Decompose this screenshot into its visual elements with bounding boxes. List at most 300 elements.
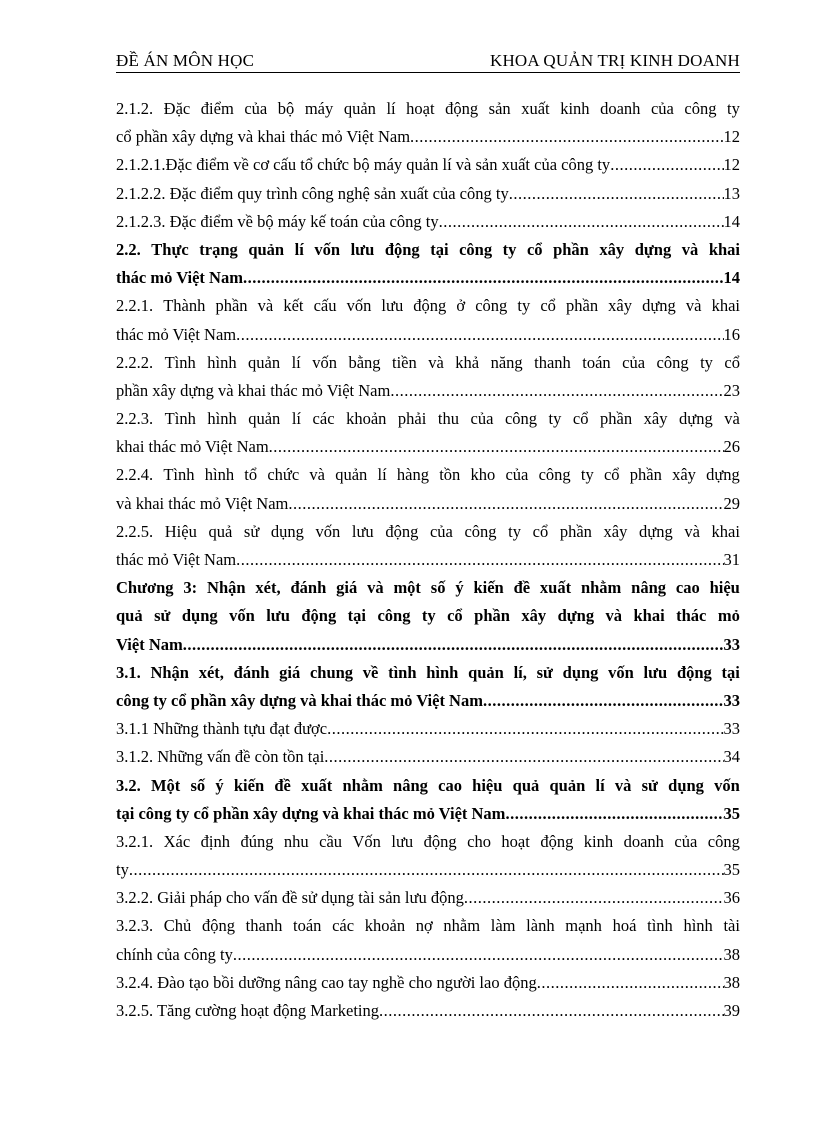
toc-word: nhằm bbox=[443, 916, 481, 936]
toc-entry-last-line bbox=[116, 490, 740, 518]
toc-word: Nhận bbox=[150, 662, 189, 682]
toc-word: động bbox=[301, 606, 337, 626]
toc-entry-text-line bbox=[116, 349, 740, 377]
toc-word: lí bbox=[386, 99, 396, 118]
toc-word: hình bbox=[426, 662, 459, 682]
toc-word: kinh bbox=[583, 831, 614, 851]
toc-entry bbox=[116, 518, 740, 574]
toc-entry-title: thác mỏ Việt Nam bbox=[116, 550, 237, 569]
toc-word: của bbox=[470, 409, 494, 429]
toc-word: và bbox=[614, 775, 632, 795]
toc-entry-title: ty bbox=[116, 860, 129, 880]
toc-word: và bbox=[684, 521, 700, 541]
toc-word: công bbox=[464, 521, 497, 541]
toc-page-number: 12 bbox=[723, 127, 740, 147]
toc-word: phần bbox=[215, 296, 248, 316]
toc-page-number: 12 bbox=[723, 155, 740, 175]
toc-word: lưu bbox=[391, 831, 414, 851]
toc-word: vốn bbox=[229, 606, 255, 626]
toc-word: Tình bbox=[164, 352, 196, 372]
toc-page-number: 14 bbox=[723, 211, 740, 231]
toc-entry-text-line bbox=[116, 95, 740, 123]
toc-entry bbox=[116, 180, 740, 208]
toc-entry-last-line bbox=[116, 433, 740, 461]
toc-word: năng bbox=[490, 352, 523, 372]
toc-word: giá bbox=[279, 662, 301, 682]
toc-word: 2.2.1. bbox=[116, 296, 154, 316]
toc-dot-leader bbox=[390, 377, 723, 405]
toc-entry-last-line bbox=[116, 687, 740, 715]
toc-word: làm bbox=[490, 916, 516, 936]
toc-entry-last-line bbox=[116, 969, 740, 997]
toc-word: của bbox=[429, 521, 453, 541]
toc-word: thu bbox=[437, 409, 459, 429]
toc-word: 2.2.3. bbox=[116, 409, 154, 429]
toc-word: hoá bbox=[612, 916, 637, 936]
toc-entry-text-line bbox=[116, 236, 740, 264]
toc-dot-leader bbox=[327, 715, 723, 743]
toc-word: 3.2.3. bbox=[116, 916, 154, 936]
toc-word: một bbox=[393, 578, 421, 598]
toc-dot-leader bbox=[483, 687, 724, 715]
toc-word: quản bbox=[248, 239, 285, 259]
toc-entry bbox=[116, 659, 740, 715]
toc-entry-title: 2.1.2.1.Đặc điểm về cơ cấu tổ chức bộ máy quản lí và sản xuất của công ty bbox=[116, 155, 611, 175]
toc-entry-last-line bbox=[116, 997, 740, 1025]
toc-word: và bbox=[724, 409, 740, 429]
toc-word: khai bbox=[708, 239, 740, 259]
toc-entry-title: 3.2.4. Đào tạo bồi dưỡng nâng cao tay nghề cho người lao động bbox=[116, 972, 537, 992]
toc-word: định bbox=[200, 831, 230, 851]
toc-word: động bbox=[445, 99, 479, 118]
toc-word: phần bbox=[553, 239, 589, 259]
toc-entry-last-line bbox=[116, 884, 740, 912]
toc-word: mạnh bbox=[565, 916, 602, 936]
toc-page-number: 33 bbox=[723, 634, 740, 654]
toc-entry bbox=[116, 743, 740, 771]
toc-word: kiến bbox=[473, 578, 504, 598]
toc-word: Tình bbox=[164, 409, 196, 429]
toc-dot-leader bbox=[236, 321, 723, 349]
toc-word: dụng bbox=[668, 775, 704, 795]
toc-word: cổ bbox=[447, 606, 463, 626]
toc-entry-last-line bbox=[116, 800, 740, 828]
toc-word: 3.2.1. bbox=[116, 831, 154, 851]
toc-word: công bbox=[377, 606, 411, 626]
toc-page-number: 36 bbox=[723, 888, 740, 908]
toc-word: vốn bbox=[608, 662, 634, 682]
toc-word: thác bbox=[676, 606, 707, 626]
toc-word: kinh bbox=[560, 99, 590, 118]
toc-entry bbox=[116, 208, 740, 236]
toc-word: khai bbox=[633, 606, 665, 626]
toc-word: đề bbox=[274, 775, 291, 795]
toc-word: cổ bbox=[540, 296, 556, 316]
toc-word: nâng bbox=[631, 578, 667, 598]
toc-word: và bbox=[681, 239, 699, 259]
toc-word: động bbox=[423, 831, 457, 851]
toc-word: thanh bbox=[534, 352, 571, 372]
toc-word: Chủ bbox=[163, 916, 192, 936]
toc-word: 2.2. bbox=[116, 239, 141, 259]
toc-word: 3: bbox=[183, 578, 198, 598]
toc-word: thanh bbox=[245, 916, 283, 936]
toc-entry bbox=[116, 772, 740, 828]
toc-word: lưu bbox=[643, 662, 668, 682]
toc-dot-leader bbox=[269, 433, 724, 461]
toc-word: quản bbox=[343, 99, 376, 118]
toc-word: ty bbox=[421, 606, 436, 626]
toc-entry-last-line bbox=[116, 180, 740, 208]
toc-entry-title: 3.2.2. Giải pháp cho vấn đề sử dụng tài sản lưu động bbox=[116, 888, 464, 908]
toc-word: phần bbox=[474, 606, 510, 626]
toc-word: và bbox=[257, 296, 274, 316]
toc-word: 2.2.2. bbox=[116, 352, 154, 372]
toc-entry-last-line bbox=[116, 208, 740, 236]
toc-dot-leader bbox=[410, 123, 723, 151]
toc-entry-text-line bbox=[116, 405, 740, 433]
toc-word: sản bbox=[488, 99, 511, 118]
toc-entry-last-line bbox=[116, 715, 740, 743]
toc-word: công bbox=[504, 409, 538, 429]
toc-word: tổ bbox=[244, 465, 258, 485]
toc-word: doanh bbox=[623, 831, 664, 851]
toc-page-number: 33 bbox=[723, 719, 740, 739]
toc-word: đánh bbox=[233, 662, 270, 682]
toc-entry-last-line bbox=[116, 743, 740, 771]
toc-entry-text-line bbox=[116, 912, 740, 940]
toc-page-number: 14 bbox=[723, 268, 740, 288]
toc-word: vốn bbox=[315, 521, 341, 541]
toc-word: phần bbox=[600, 409, 633, 429]
toc-word: phần bbox=[566, 296, 599, 316]
toc-entry-text-line bbox=[116, 518, 740, 546]
toc-word: công bbox=[538, 465, 571, 485]
toc-page-number: 23 bbox=[723, 380, 740, 400]
toc-word: khả bbox=[455, 352, 480, 372]
toc-page-number: 31 bbox=[723, 550, 740, 569]
toc-entry-last-line bbox=[116, 631, 740, 659]
toc-page-number: 29 bbox=[723, 493, 740, 513]
toc-word: các bbox=[312, 409, 335, 429]
toc-page-number: 38 bbox=[723, 972, 740, 992]
toc-word: nợ bbox=[415, 916, 433, 936]
toc-word: hiệu bbox=[472, 775, 503, 795]
toc-entry-text-line bbox=[116, 828, 740, 856]
toc-word: tại bbox=[347, 606, 366, 626]
toc-entry-title: 2.1.2.2. Đặc điểm quy trình công nghệ sản xuất của công ty bbox=[116, 183, 509, 203]
toc-word: hoạt bbox=[406, 99, 435, 118]
toc-dot-leader bbox=[610, 151, 723, 179]
toc-word: lí bbox=[294, 239, 304, 259]
toc-word: điểm bbox=[200, 99, 234, 118]
toc-word: xây bbox=[603, 521, 628, 541]
toc-word: cấu bbox=[313, 296, 337, 316]
toc-word: máy bbox=[304, 99, 334, 118]
toc-word: khai bbox=[711, 296, 740, 316]
toc-word: ty bbox=[548, 409, 562, 429]
toc-entry-title: thác mỏ Việt Nam bbox=[116, 324, 237, 344]
toc-word: ty bbox=[700, 352, 713, 372]
toc-word: cổ bbox=[603, 465, 620, 485]
toc-dot-leader bbox=[537, 969, 724, 997]
toc-entry-title: chính của công ty bbox=[116, 944, 233, 964]
toc-word: phần bbox=[629, 465, 662, 485]
toc-entry-title: 2.1.2.3. Đặc điểm về bộ máy kế toán của công ty bbox=[116, 211, 439, 231]
toc-entry-title: công ty cổ phần xây dựng và khai thác mỏ Việt Nam bbox=[116, 690, 483, 710]
toc-word: lành bbox=[526, 916, 555, 936]
toc-dot-leader bbox=[509, 180, 724, 208]
toc-entry bbox=[116, 349, 740, 405]
toc-entry bbox=[116, 715, 740, 743]
toc-word: lí bbox=[595, 775, 605, 795]
toc-word: động bbox=[676, 662, 712, 682]
toc-word: của bbox=[650, 99, 674, 118]
toc-page-number: 38 bbox=[723, 944, 740, 964]
toc-word: hình bbox=[207, 352, 237, 372]
toc-word: quản bbox=[468, 662, 504, 682]
toc-word: và bbox=[685, 296, 702, 316]
toc-word: sử bbox=[243, 521, 260, 541]
toc-word: tình bbox=[647, 916, 673, 936]
toc-word: cổ bbox=[532, 521, 549, 541]
toc-entry bbox=[116, 405, 740, 461]
toc-entry-text-line bbox=[116, 602, 740, 630]
toc-word: quả bbox=[512, 775, 540, 795]
toc-word: nâng bbox=[393, 775, 428, 795]
header-right-title: KHOA QUẢN TRỊ KINH DOANH bbox=[489, 51, 740, 70]
toc-word: kết bbox=[283, 296, 304, 316]
toc-word: động bbox=[385, 521, 419, 541]
toc-word: động bbox=[413, 296, 447, 316]
toc-word: lí bbox=[377, 465, 387, 485]
toc-dot-leader bbox=[439, 208, 724, 236]
toc-word: công bbox=[656, 352, 689, 372]
toc-word: các bbox=[332, 916, 355, 936]
toc-word: tài bbox=[723, 916, 740, 936]
toc-word: ty bbox=[502, 239, 517, 259]
toc-word: phần bbox=[559, 521, 592, 541]
toc-word: ở bbox=[456, 296, 466, 316]
toc-word: vốn bbox=[314, 239, 341, 259]
toc-word: Một bbox=[150, 775, 181, 795]
toc-entry bbox=[116, 292, 740, 348]
toc-word: Thực bbox=[151, 239, 189, 259]
toc-dot-leader bbox=[129, 856, 724, 884]
toc-word: xây bbox=[599, 239, 625, 259]
toc-word: khoản bbox=[364, 916, 406, 936]
toc-dot-leader bbox=[288, 490, 723, 518]
toc-word: Tình bbox=[163, 465, 195, 485]
toc-word: của bbox=[674, 831, 698, 851]
toc-word: doanh bbox=[600, 99, 641, 118]
toc-word: công bbox=[475, 296, 508, 316]
toc-word: Chương bbox=[116, 578, 174, 598]
toc-word: xét, bbox=[198, 662, 224, 682]
toc-dot-leader bbox=[183, 631, 724, 659]
toc-word: nhằm bbox=[342, 775, 383, 795]
toc-word: quả bbox=[208, 521, 233, 541]
toc-word: 2.2.4. bbox=[116, 465, 154, 485]
toc-entry-last-line bbox=[116, 151, 740, 179]
toc-dot-leader bbox=[324, 743, 723, 771]
toc-entry-text-line bbox=[116, 659, 740, 687]
toc-word: quản bbox=[335, 465, 368, 485]
toc-word: phải bbox=[397, 409, 427, 429]
toc-word: cao bbox=[438, 775, 462, 795]
toc-entry bbox=[116, 969, 740, 997]
toc-word: vốn bbox=[312, 352, 337, 372]
toc-word: tồn bbox=[439, 465, 461, 485]
toc-entry-title: phần xây dựng và khai thác mỏ Việt Nam bbox=[116, 380, 391, 400]
toc-word: dựng bbox=[639, 521, 673, 541]
toc-entry-text-line bbox=[116, 574, 740, 602]
toc-word: cổ bbox=[724, 352, 740, 372]
toc-entry-title: cổ phần xây dựng và khai thác mỏ Việt Nam bbox=[116, 127, 411, 147]
toc-word: xuất bbox=[301, 775, 333, 795]
toc-entry-title: 3.1.1 Những thành tựu đạt được bbox=[116, 719, 328, 739]
toc-word: lưu bbox=[350, 239, 375, 259]
toc-word: Hiệu bbox=[164, 521, 197, 541]
toc-word: Xác bbox=[163, 831, 191, 851]
toc-word: tại bbox=[721, 662, 740, 682]
toc-word: động bbox=[540, 831, 574, 851]
toc-word: lưu bbox=[351, 521, 374, 541]
toc-word: 3.1. bbox=[116, 662, 141, 682]
toc-entry bbox=[116, 884, 740, 912]
toc-word: số bbox=[190, 775, 206, 795]
toc-word: lí bbox=[291, 352, 301, 372]
toc-word: nhằm bbox=[580, 578, 622, 598]
toc-word: lưu bbox=[266, 606, 290, 626]
toc-entry-title: và khai thác mỏ Việt Nam bbox=[116, 493, 289, 513]
toc-word: cổ bbox=[572, 409, 589, 429]
toc-word: 3.2. bbox=[116, 775, 141, 795]
toc-word: xây bbox=[608, 296, 632, 316]
toc-word: lí, bbox=[513, 662, 527, 682]
toc-entry bbox=[116, 574, 740, 659]
toc-word: nhu bbox=[283, 831, 309, 851]
toc-word: mỏ bbox=[717, 606, 740, 626]
toc-page-number: 39 bbox=[723, 1001, 740, 1020]
toc-word: của bbox=[622, 352, 646, 372]
toc-word: hoạt bbox=[501, 831, 530, 851]
toc-word: xây bbox=[521, 606, 547, 626]
toc-entry-text-line bbox=[116, 292, 740, 320]
toc-word: dựng bbox=[642, 296, 676, 316]
toc-word: ý bbox=[215, 775, 224, 795]
toc-entry bbox=[116, 95, 740, 151]
toc-word: kho bbox=[470, 465, 496, 485]
toc-entry bbox=[116, 912, 740, 968]
toc-entry bbox=[116, 461, 740, 517]
toc-word: cầu bbox=[319, 831, 343, 851]
toc-word: hiệu bbox=[709, 578, 740, 598]
toc-word: ty bbox=[508, 521, 522, 541]
toc-word: giá bbox=[336, 578, 358, 598]
toc-word: 2.2.5. bbox=[116, 521, 154, 541]
toc-word: hình bbox=[207, 409, 237, 429]
toc-entry bbox=[116, 151, 740, 179]
toc-entry-title: thác mỏ Việt Nam bbox=[116, 268, 243, 288]
header-left-title: ĐỀ ÁN MÔN HỌC bbox=[116, 51, 255, 70]
toc-page-number: 35 bbox=[723, 803, 740, 823]
toc-word: công bbox=[684, 99, 717, 118]
toc-word: bộ bbox=[277, 99, 295, 118]
toc-page-number: 26 bbox=[723, 437, 740, 457]
toc-word: Đặc bbox=[163, 99, 191, 118]
toc-word: khoản bbox=[346, 409, 387, 429]
toc-word: dựng bbox=[679, 409, 713, 429]
toc-word: số bbox=[430, 578, 446, 598]
toc-word: tiền bbox=[392, 352, 417, 372]
toc-word: cổ bbox=[526, 239, 543, 259]
toc-page-number: 35 bbox=[723, 860, 740, 880]
toc-word: khai bbox=[711, 521, 740, 541]
toc-entry-text-line bbox=[116, 772, 740, 800]
toc-entry-title: 3.2.5. Tăng cường hoạt động Marketing bbox=[116, 1001, 379, 1020]
toc-page-number: 13 bbox=[723, 183, 740, 203]
toc-word: sử bbox=[641, 775, 658, 795]
toc-word: động bbox=[384, 239, 420, 259]
toc-word: xây bbox=[643, 409, 668, 429]
toc-word: vốn bbox=[346, 296, 372, 316]
toc-word: toán bbox=[293, 916, 322, 936]
toc-word: chức bbox=[267, 465, 300, 485]
toc-word: công bbox=[707, 831, 740, 851]
toc-entry-last-line bbox=[116, 856, 740, 884]
toc-word: quản bbox=[549, 775, 586, 795]
toc-page-number: 34 bbox=[723, 747, 740, 767]
toc-word: cho bbox=[467, 831, 491, 851]
toc-word: quả bbox=[116, 606, 143, 626]
toc-word: hình bbox=[204, 465, 235, 485]
toc-word: và bbox=[367, 578, 384, 598]
toc-word: công bbox=[459, 239, 493, 259]
toc-dot-leader bbox=[233, 941, 724, 969]
toc-word: dựng bbox=[706, 465, 740, 485]
toc-word: động bbox=[201, 916, 235, 936]
toc-word: xuất bbox=[539, 578, 572, 598]
toc-entry-title: khai thác mỏ Việt Nam bbox=[116, 437, 269, 457]
toc-dot-leader bbox=[236, 546, 723, 574]
toc-entry-title: Việt Nam bbox=[116, 634, 183, 654]
toc-word: và bbox=[428, 352, 444, 372]
toc-word: của bbox=[505, 465, 529, 485]
toc-word: tình bbox=[388, 662, 417, 682]
toc-word: xây bbox=[672, 465, 696, 485]
toc-word: quản bbox=[248, 409, 281, 429]
toc-word: về bbox=[362, 662, 379, 682]
toc-word: tại bbox=[430, 239, 449, 259]
toc-word: xét, bbox=[255, 578, 281, 598]
toc-word: đánh bbox=[290, 578, 327, 598]
toc-page-number: 16 bbox=[723, 324, 740, 344]
toc-dot-leader bbox=[379, 997, 724, 1025]
toc-word: hình bbox=[683, 916, 713, 936]
toc-word: kiến bbox=[233, 775, 265, 795]
toc-word: vốn bbox=[714, 775, 740, 795]
toc-word: dụng bbox=[270, 521, 304, 541]
toc-word: dựng bbox=[557, 606, 595, 626]
toc-word: đề bbox=[513, 578, 531, 598]
toc-word: và bbox=[309, 465, 325, 485]
toc-entry-last-line bbox=[116, 941, 740, 969]
toc-entry-last-line bbox=[116, 321, 740, 349]
toc-entry-last-line bbox=[116, 377, 740, 405]
toc-word: Thành bbox=[163, 296, 206, 316]
toc-word: ty bbox=[517, 296, 531, 316]
